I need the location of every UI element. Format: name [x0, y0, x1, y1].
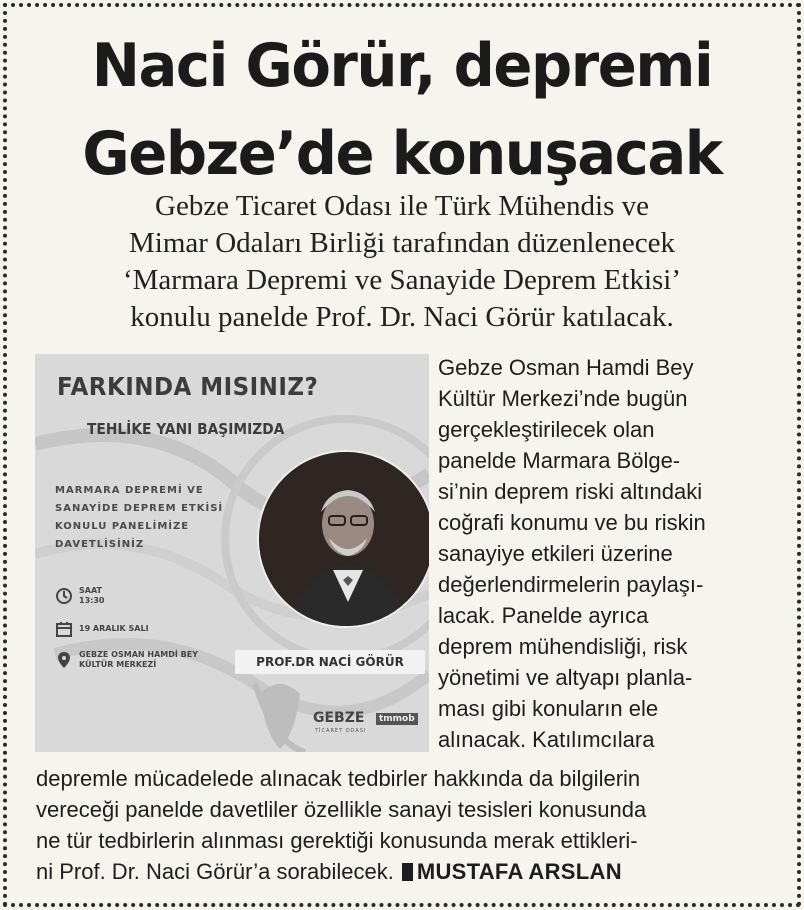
headline-line-1: Naci Görür, depremi	[91, 31, 713, 101]
gebze-logo-subtitle: TİCARET ODASI	[315, 728, 367, 734]
speaker-name-badge: PROF.DR NACİ GÖRÜR	[235, 650, 425, 674]
body-line: değerlendirmelerin paylaşı-	[438, 572, 704, 597]
invite-line: KONULU PANELİMİZE	[55, 521, 190, 532]
spot-line: konulu panelde Prof. Dr. Naci Görür katılacak.	[130, 301, 674, 333]
body-text-column	[438, 352, 782, 755]
calendar-icon	[55, 620, 73, 638]
headline-line-2: Gebze’de konuşacak	[82, 119, 722, 189]
body-line: si’nin deprem riski altındaki	[438, 479, 703, 504]
invite-line: SANAYİDE DEPREM ETKİSİ	[55, 503, 224, 514]
body-line: Kültür Merkezi’nde bugün	[438, 386, 688, 411]
headline	[35, 22, 768, 198]
body-line: vereceği panelde davetliler özellikle sanayi tesisleri konusunda	[36, 797, 647, 822]
body-line: coğrafi konumu ve bu riskin	[438, 510, 706, 535]
body-line: deprem mühendisliği, risk	[438, 634, 688, 659]
body-line: ni Prof. Dr. Naci Görür’a sorabilecek.	[36, 859, 394, 884]
spot-line: Mimar Odaları Birliği tarafından düzenlenecek	[129, 227, 675, 259]
tmmob-logo: tmmob	[376, 713, 418, 725]
poster-venue	[55, 650, 198, 670]
poster-title: FARKINDA MISINIZ?	[57, 372, 319, 401]
spot-line: Gebze Ticaret Odası ile Türk Mühendis ve	[155, 190, 649, 222]
byline-marker	[402, 863, 413, 881]
body-line: panelde Marmara Bölge-	[438, 448, 681, 473]
poster-invite	[55, 482, 265, 554]
clock-icon	[55, 587, 73, 605]
location-pin-icon	[55, 651, 73, 669]
poster-time	[55, 586, 104, 606]
body-text-full-width	[36, 763, 780, 887]
byline: MUSTAFA ARSLAN	[416, 859, 622, 884]
spot-line: ‘Marmara Depremi ve Sanayide Deprem Etkisi’	[122, 264, 682, 296]
body-line: lacak. Panelde ayrıca	[438, 603, 649, 628]
body-line: yönetimi ve altyapı planla-	[438, 665, 693, 690]
time-value: 13:30	[79, 596, 105, 605]
invite-line: MARMARA DEPREMİ VE	[55, 485, 204, 496]
spot-text	[30, 188, 774, 336]
venue-line: GEBZE OSMAN HAMDİ BEY	[79, 650, 198, 659]
poster-subtitle: TEHLİKE YANI BAŞIMIZDA	[87, 420, 285, 438]
event-poster-image	[35, 354, 429, 752]
body-line: ması gibi konuların ele	[438, 696, 659, 721]
body-line: Gebze Osman Hamdi Bey	[438, 355, 694, 380]
body-line: alınacak. Katılımcılara	[438, 727, 655, 752]
body-line: depremle mücadelede alınacak tedbirler hakkında da bilgilerin	[36, 766, 641, 791]
body-line: ne tür tedbirlerin alınması gerektiği konusunda merak ettikleri-	[36, 828, 638, 853]
speaker-photo	[259, 452, 429, 628]
time-label: SAAT	[79, 586, 102, 595]
body-last-line	[36, 856, 780, 887]
venue-line: KÜLTÜR MERKEZİ	[79, 660, 157, 669]
gebze-logo-text: GEBZE	[313, 710, 365, 726]
body-line: gerçekleştirilecek olan	[438, 417, 655, 442]
speaker-portrait	[257, 450, 429, 628]
invite-line: DAVETLİSİNİZ	[55, 539, 145, 550]
poster-date	[55, 620, 149, 638]
body-line: sanayiye etkileri üzerine	[438, 541, 673, 566]
date-value: 19 ARALIK SALI	[79, 624, 149, 633]
